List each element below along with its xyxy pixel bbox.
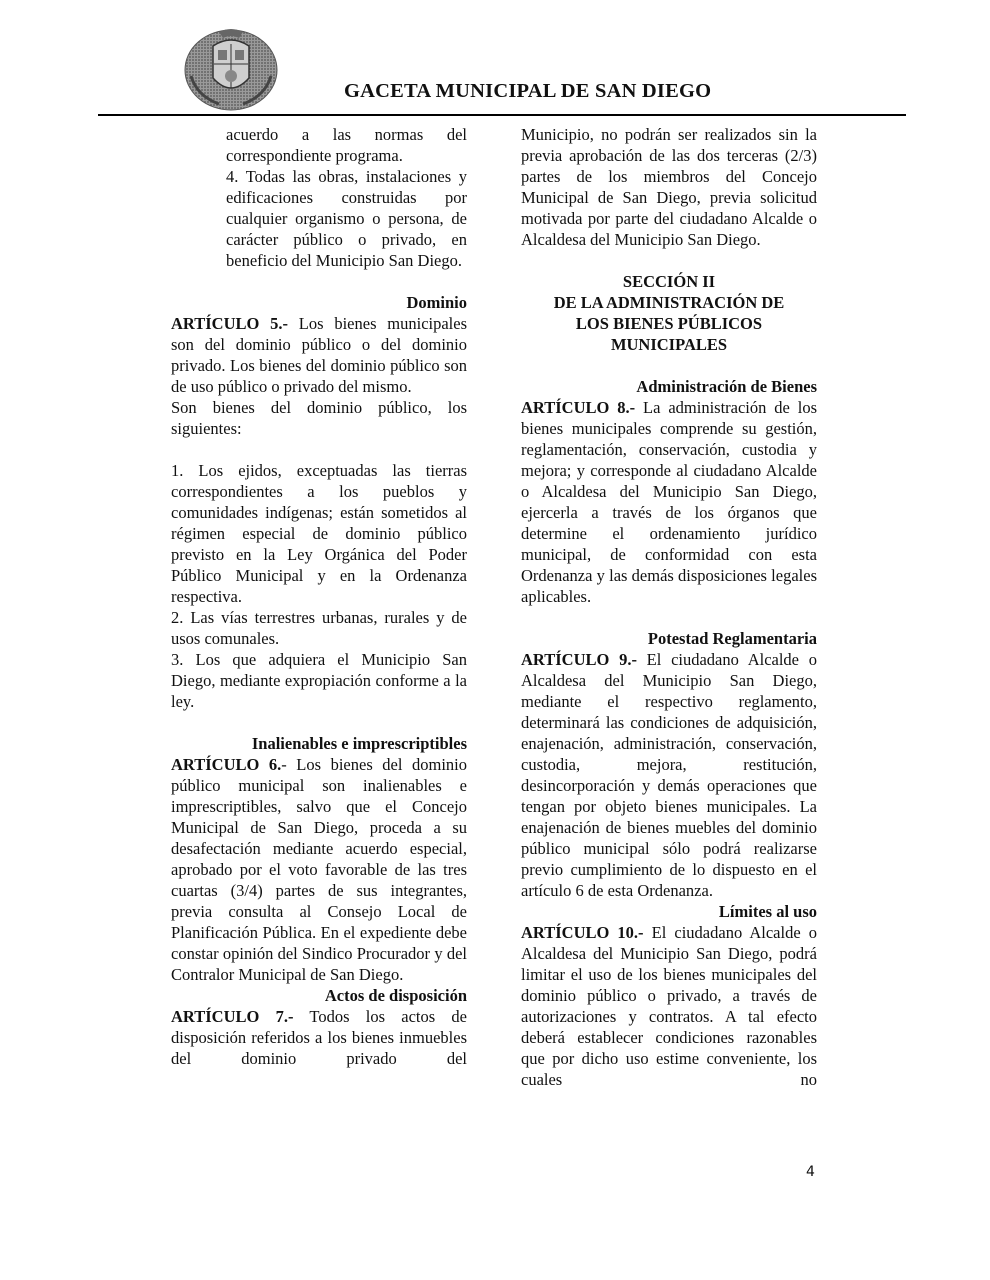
municipal-coat-of-arms-icon [183,26,279,112]
article-10 [521,922,817,1090]
section-title-line-3: LOS BIENES PÚBLICOS [575,314,763,333]
article-10-label: ARTÍCULO 10.- [521,923,644,942]
list-continuation [226,124,467,271]
article-8 [521,397,817,607]
header-divider [98,114,906,116]
article-7-continuation: Municipio, no podrán ser realizados sin la previa aprobación de las dos terceras (2/3) partes de los miembros del Concejo Municipal de San Diego, previa solicitud motivada por parte del ciudadano Alcalde o Alcaldesa del Municipio San Diego. [521,125,817,249]
article-9 [521,649,817,901]
dominio-item-2: 2. Las vías terrestres urbanas, rurales y de usos comunales. [171,608,467,648]
section-title-line-4: MUNICIPALES [610,335,728,354]
section-title-line-2: DE LA ADMINISTRACIÓN DE [553,293,785,312]
article-6-label: ARTÍCULO 6. [171,755,282,774]
article-5 [171,313,467,397]
dominio-item-3: 3. Los que adquiera el Municipio San Diego, mediante expropiación conforme a la ley. [171,650,467,711]
heading-dominio: Dominio [406,293,467,312]
page-number: 4 [806,1164,815,1180]
heading-inalienables: Inalienables e imprescriptibles [251,734,467,753]
article-9-text: El ciudadano Alcalde o Alcaldesa del Municipio San Diego, mediante el respectivo reglamento, determinará las condiciones de adquisición, enajenación, administración, conservación, custodia, mejora, restitución, desincorporación y demás operaciones que tengan por objeto bienes municipales. La enajenación de bienes muebles del dominio público municipal sólo podrá realizarse previo cumplimiento de lo dispuesto en el artículo 6 de esta Ordenanza. [521,650,817,900]
article-5-text: Los bienes municipales son del dominio público o del dominio privado. Los bienes del dominio público son de uso público o privado del mismo. [171,314,468,396]
dominio-item-1: 1. Los ejidos, exceptuadas las tierras correspondientes a los pueblos y comunidades indígenas; están sometidos al régimen especial de dominio público previsto en la Ley Orgánica del Poder Público Municipal y en la Ordenanza respectiva. [171,461,467,606]
article-9-label: ARTÍCULO 9.- [521,650,637,669]
list-item-4: 4. Todas las obras, instalaciones y edificaciones construidas por cualquier organismo o persona, de carácter público o privado, en beneficio del Municipio San Diego. [226,167,467,270]
article-5-text-2: Son bienes del dominio público, los siguientes: [171,398,467,438]
article-8-label: ARTÍCULO 8.- [521,398,636,417]
article-6-text: - Los bienes del dominio público municipal son inalienables e imprescriptibles, salvo que el Concejo Municipal de San Diego, proceda a su desafectación mediante acuerdo especial, aprobado por el voto favorable de las tres cuartas (3/4) partes de sus integrantes, previa consulta al Consejo Local de Planificación Pública. En el expediente debe constar opinión del Sindico Procurador y del Contralor Municipal de San Diego. [171,755,467,984]
section-title-line-1: SECCIÓN II [622,272,716,291]
heading-actos-disposicion: Actos de disposición [324,986,467,1005]
right-column [521,124,817,1090]
heading-limites-uso: Límites al uso [718,902,817,921]
article-7 [171,1006,467,1069]
list-item-3-continuation: acuerdo a las normas del correspondiente programa. [226,125,467,165]
heading-potestad: Potestad Reglamentaria [647,629,817,648]
heading-administracion: Administración de Bienes [636,377,817,396]
article-7-label: ARTÍCULO 7.- [171,1007,294,1026]
article-5-label: ARTÍCULO 5.- [171,314,289,333]
article-8-text: La administración de los bienes municipales comprende su gestión, reglamentación, conservación, custodia y mejora; y corresponde al ciudadano Alcalde o Alcaldesa del Municipio San Diego, ejercerla a través de los órganos que determine el ordenamiento jurídico municipal, de conformidad con esta Ordenanza y las demás disposiciones legales aplicables. [521,398,818,606]
left-column [171,124,467,1069]
article-7-text: Todos los actos de disposición referidos a los bienes inmuebles del dominio privado del [171,1007,467,1068]
article-10-text: El ciudadano Alcalde o Alcaldesa del Municipio San Diego, podrá limitar el uso de los bienes municipales del dominio público o privado, a través de autorizaciones y contratos. A tal efecto deberá establecer condiciones razonables que por dicho uso estime conveniente, los cuales no [521,923,817,1089]
page-title: GACETA MUNICIPAL DE SAN DIEGO [344,80,712,102]
article-6 [171,754,467,985]
